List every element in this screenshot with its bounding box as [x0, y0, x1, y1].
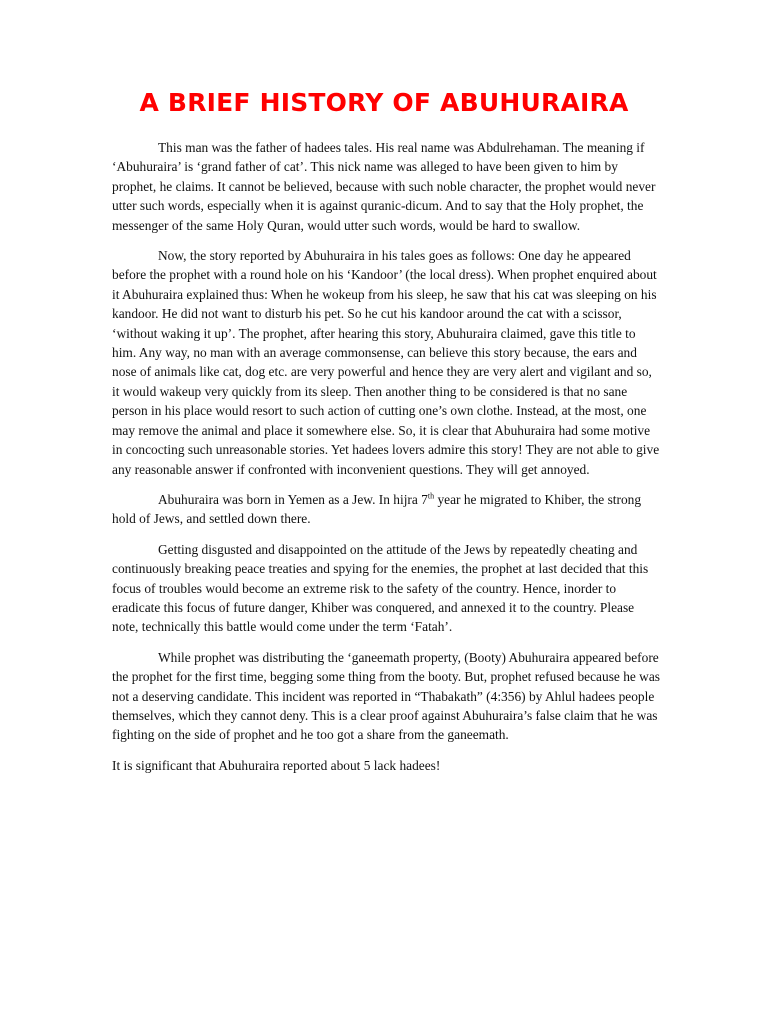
paragraph-4: Getting disgusted and disappointed on the attitude of the Jews by repeatedly cheating and continuously breaking peace treaties and spying for the enemies, the prophet at last decided that this focus of troubles would become an extreme risk to the safety of the country. Hence, inorder to eradicate this focus of future danger, Khiber was conquered, and annexed it to the country. Please note, technically this battle would come under the term ‘Fatah’.: [112, 541, 649, 635]
superscript-ordinal: th: [427, 491, 435, 501]
paragraph-2: Now, the story reported by Abuhuraira in his tales goes as follows: One day he appeared before the prophet with a round hole on his ‘Kandoor’ (the local dress). When prophet enquired about it Abuhuraira explained thus: When he wokeup from his sleep, he saw that his cat was sleeping on his kandoor. He did not want to disturb his pet. So he cut his kandoor around the cat with a scissor, ‘without waking it up’. The prophet, after hearing this story, Abuhuraira claimed, gave this title to him. Any way, no man with an average commonsense, can believe this story because, the ears and nose of animals like cat, dog etc. are very powerful and hence they are very alert and vigilant and so, it would wakeup very quickly from its sleep. Then another thing to be considered is that no sane person in his place would resort to such action of cutting one’s own clothe. Instead, at the most, one may remove the animal and place it somewhere else. So, it is clear that Abuhuraira had some motive in concocting such unreasonable stories. Yet hadees lovers admire this story! They are not able to give any reasonable answer if confronted with inconvenient questions. They will get annoyed.: [112, 248, 660, 477]
document-body: [112, 138, 660, 786]
paragraph-3-text-after: year he migrated to Khiber, the strong hold of Jews, and settled down there.: [112, 491, 642, 527]
paragraph-5: While prophet was distributing the ‘ganeemath property, (Booty) Abuhuraira appeared before the prophet for the first time, begging some thing from the booty. But, prophet refused because he was not a deserving candidate. This incident was reported in “Thabakath” (4:356) by Ahlul hadees people themselves, which they cannot deny. This is a clear proof against Abuhuraira’s false claim that he was fighting on the side of prophet and he too got a share from the ganeemath.: [112, 649, 661, 743]
paragraph-3: [112, 490, 660, 529]
paragraph-3-text-before: Abuhuraira was born in Yemen as a Jew. In hijra 7: [158, 491, 428, 507]
paragraph-1: This man was the father of hadees tales. His real name was Abdulrehaman. The meaning if ‘Abuhuraira’ is ‘grand father of cat’. This nick name was alleged to have been given to him by prophet, he claims. It cannot be believed, because with such noble character, the prophet would never utter such words, especially when it is against quranic-dicum. And to say that the Holy prophet, the messenger of the same Holy Quran, would utter such words, would be hard to swallow.: [112, 140, 656, 233]
page-title: A BRIEF HISTORY OF ABUHURAIRA: [139, 88, 629, 117]
paragraph-6: It is significant that Abuhuraira reported about 5 lack hadees!: [112, 757, 441, 773]
